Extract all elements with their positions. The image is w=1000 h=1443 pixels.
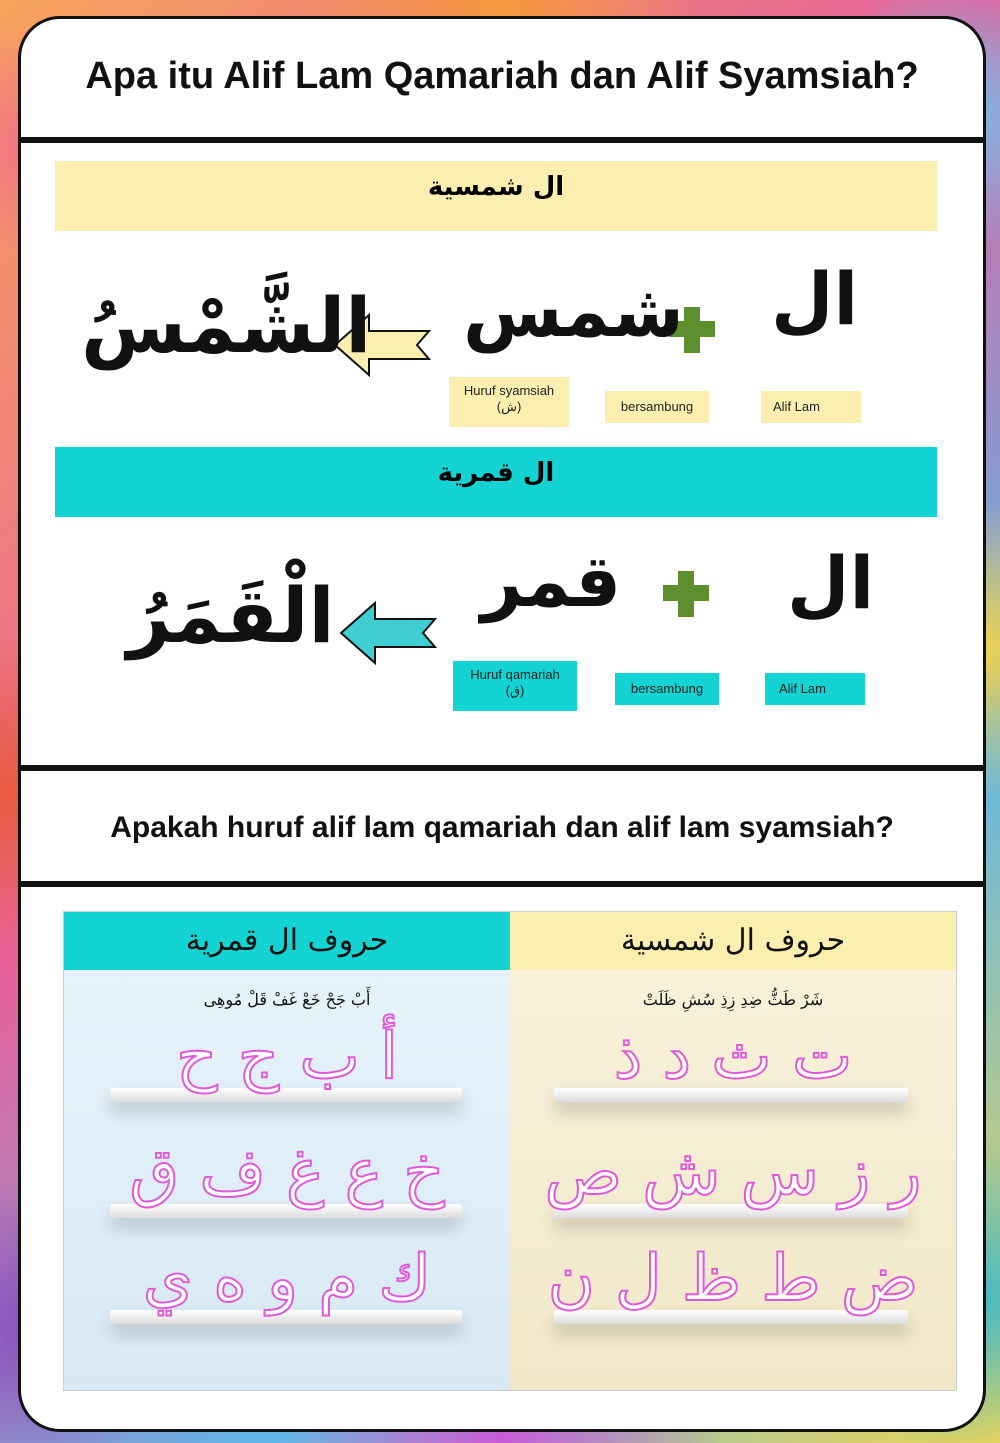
tag-huruf-syamsiah-line1: Huruf syamsiah	[463, 383, 555, 398]
tag-huruf-syamsiah-line2: (ش)	[496, 399, 522, 414]
syamsiah-column	[510, 912, 956, 1390]
divider-middle	[21, 765, 983, 771]
tag-alif-lam-syamsiah: Alif Lam	[761, 391, 861, 423]
qamariah-band: ال قمرية	[55, 447, 937, 517]
syamsiah-word: شمس	[463, 269, 684, 353]
syamsiah-letter-row: ت ث د ذ	[613, 1020, 853, 1094]
qamariah-word: قمر	[481, 539, 622, 623]
syamsiah-result-text: الشَّمْسُ	[81, 281, 372, 370]
tag-bersambung-syamsiah: bersambung	[605, 391, 709, 423]
syamsiah-letter-row: ض ط ظ ل ن	[547, 1242, 919, 1316]
worksheet-card	[18, 16, 986, 1432]
divider-top	[21, 137, 983, 143]
syamsiah-result	[81, 281, 371, 370]
qamariah-column	[64, 912, 510, 1390]
tag-huruf-qamariah	[453, 661, 577, 711]
qamariah-letter-row: خ ع غ ف ق	[129, 1136, 445, 1210]
tag-alif-lam-qamariah: Alif Lam	[765, 673, 865, 705]
syamsiah-letters-line: شَرْ طَثُّ ضِدِ زِذِ سُشِ ظَلَتْ	[642, 990, 824, 1009]
qamariah-letter-row: ك م و ه ي	[142, 1242, 432, 1316]
tag-huruf-syamsiah	[449, 377, 569, 427]
qamariah-letters-line: أَبْ جَحْ خَعْ غَفْ قَلْ مُوهِى	[203, 990, 371, 1009]
question-heading: Apakah huruf alif lam qamariah dan alif lam syamsiah?	[110, 811, 894, 844]
syamsiah-band: ال شمسية	[55, 161, 937, 231]
arrow-left-icon-qamariah	[339, 601, 439, 665]
qamariah-letter-row: أ ب ج ح	[176, 1020, 398, 1094]
tag-huruf-qamariah-line1: Huruf qamariah	[470, 667, 560, 682]
tag-huruf-qamariah-line2: (ق)	[505, 683, 525, 698]
qamariah-result-text: الْقَمَرُ	[127, 571, 335, 660]
plus-icon-qamariah	[663, 571, 709, 617]
qamariah-alif-lam: ال	[787, 541, 875, 625]
syamsiah-letter-row: ر ز س ش ص	[544, 1136, 922, 1210]
syamsiah-column-header: حروف ال شمسية	[510, 912, 956, 970]
letters-table	[63, 911, 957, 1391]
qamariah-result	[127, 571, 335, 660]
qamariah-column-header: حروف ال قمرية	[64, 912, 510, 970]
main-heading: Apa itu Alif Lam Qamariah dan Alif Syamsiah?	[85, 55, 919, 97]
divider-bottom	[21, 881, 983, 887]
syamsiah-alif-lam: ال	[771, 257, 859, 341]
tag-bersambung-qamariah: bersambung	[615, 673, 719, 705]
